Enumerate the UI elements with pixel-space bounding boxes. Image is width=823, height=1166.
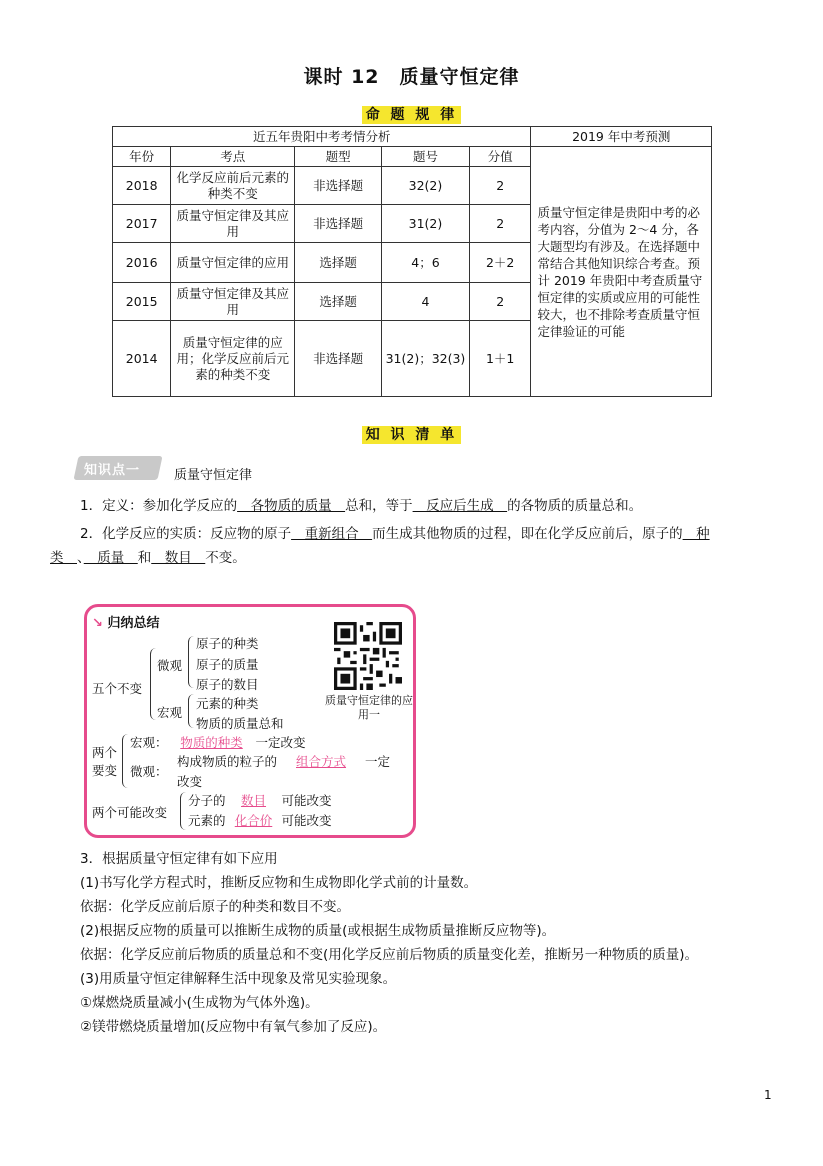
two-maybe-label: 两个可能改变 — [92, 805, 168, 820]
app-line: (3)用质量守恒定律解释生活中现象及常见实验现象。 — [80, 971, 397, 987]
app-line: ①煤燃烧质量减小(生成物为气体外逸)。 — [80, 995, 319, 1011]
essence-line-2: 类 、 质量 和 数目 不变。 — [50, 550, 246, 566]
table-row: 2016 质量守恒定律的应用 选择题 4；6 2＋2 — [113, 243, 712, 283]
prediction-text: 质量守恒定律是贵阳中考的必考内容，分值为 2～4 分，各大题型均有涉及。在选择题中常结合其他知识综合考查。预计 2019 年贵阳中考查质量守恒定律的实质或应用的可能性较大，也不排除考查质量守恒定律验证的可能 — [531, 147, 712, 397]
col-score: 分值 — [469, 147, 531, 167]
table-row: 2015 质量守恒定律及其应用 选择题 4 2 — [113, 283, 712, 321]
knowledge-title: 质量守恒定律 — [174, 468, 253, 483]
essence-line: 2．化学反应的实质：反应物的原子 重新组合 而生成其他物质的过程，即在化学反应前后，原子的 种 — [80, 526, 710, 542]
micro-change-line: 构成物质的粒子的 组合方式 一定 — [177, 754, 391, 769]
macro-label: 宏观 — [157, 705, 183, 720]
app-line: 3．根据质量守恒定律有如下应用 — [80, 851, 278, 867]
maybe-line-2: 元素的 化合价 可能改变 — [188, 813, 332, 828]
brace — [188, 636, 195, 688]
page-title: 课时 12 质量守恒定律 — [303, 66, 520, 88]
table-header-right: 2019 年中考预测 — [531, 127, 712, 147]
brace — [188, 694, 195, 728]
micro-change-line-2: 改变 — [177, 774, 203, 789]
macro-item: 物质的质量总和 — [196, 716, 284, 731]
qr-code-icon[interactable] — [334, 622, 402, 690]
section-knowledge: 知 识 清 单 — [362, 426, 462, 444]
col-point: 考点 — [171, 147, 295, 167]
app-line: 依据：化学反应前后原子的种类和数目不变。 — [80, 899, 350, 915]
col-type: 题型 — [295, 147, 382, 167]
app-line: ②镁带燃烧质量增加(反应物中有氧气参加了反应)。 — [80, 1019, 387, 1035]
maybe-line-1: 分子的 数目 可能改变 — [188, 793, 332, 808]
knowledge-badge-label: 知识点一 — [84, 463, 141, 478]
table-header-left: 近五年贵阳中考考情分析 — [113, 127, 531, 147]
brace — [180, 792, 187, 830]
app-line: (1)书写化学方程式时，推断反应物和生成物即化学式前的计量数。 — [80, 875, 478, 891]
definition-line: 1．定义：参加化学反应的 各物质的质量 总和，等于 反应后生成 的各物质的质量总和。 — [80, 498, 643, 514]
arrow-icon: ↘ — [92, 616, 103, 631]
app-line: (2)根据反应物的质量可以推断生成物的质量(或根据生成物质量推断反应物等)。 — [80, 923, 556, 939]
micro-change-label: 微观： — [130, 764, 168, 779]
table-row: 2018 化学反应前后元素的种类不变 非选择题 32(2) 2 — [113, 167, 712, 205]
micro-item: 原子的质量 — [196, 657, 259, 672]
table-row: 2017 质量守恒定律及其应用 非选择题 31(2) 2 — [113, 205, 712, 243]
brace — [122, 734, 129, 788]
table-row: 2014 质量守恒定律的应用；化学反应前后元素的种类不变 非选择题 31(2)；32(3) 1＋1 — [113, 321, 712, 397]
exam-analysis-table — [112, 126, 712, 397]
two-change-label: 两个要变 — [92, 745, 118, 778]
macro-change-line: 宏观： 物质的种类 一定改变 — [130, 735, 306, 750]
col-number: 题号 — [382, 147, 470, 167]
page-number: 1 — [764, 1088, 772, 1102]
micro-item: 原子的数目 — [196, 677, 259, 692]
app-line: 依据：化学反应前后物质的质量总和不变(用化学反应前后物质的质量变化差，推断另一种物质的质量)。 — [80, 947, 699, 963]
brace — [150, 648, 157, 720]
summary-heading: ↘ 归纳总结 — [92, 616, 160, 631]
micro-item: 原子的种类 — [196, 636, 259, 651]
col-year: 年份 — [113, 147, 171, 167]
micro-label: 微观 — [157, 658, 183, 673]
macro-item: 元素的种类 — [196, 696, 259, 711]
five-unchanged-label: 五个不变 — [92, 681, 143, 696]
qr-caption: 质量守恒定律的应用一 — [325, 694, 413, 721]
section-rules: 命 题 规 律 — [362, 106, 462, 124]
